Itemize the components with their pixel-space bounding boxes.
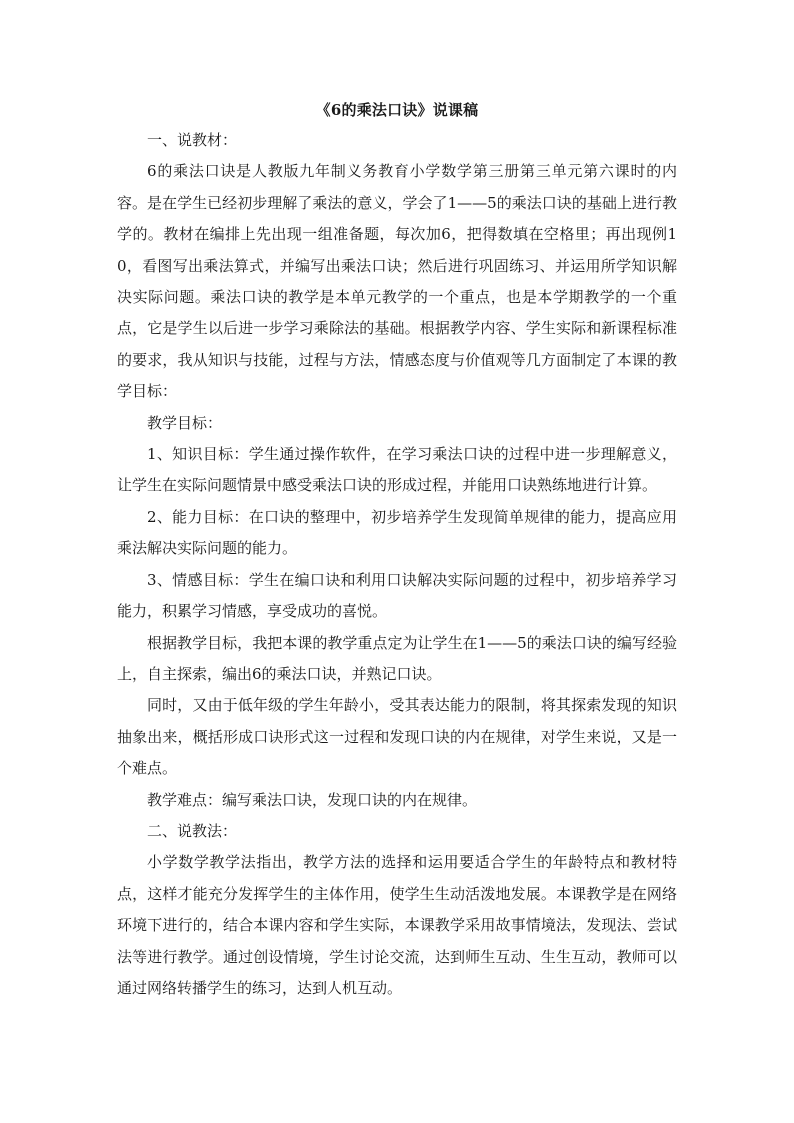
paragraph-difficulty-reason: 同时，又由于低年级的学生年龄小，受其表达能力的限制，将其探索发现的知识抽象出来，概括形成口诀形式这一过程和发现口诀的内在规律，对学生来说，又是一个难点。 — [117, 696, 677, 778]
document-title: 《6的乘法口诀》说课稿 — [315, 101, 479, 119]
paragraph-textbook-description: 6的乘法口诀是人教版九年制义务教育小学数学第三册第三单元第六课时的内容。是在学生已经初步理解了乘法的意义，学会了1——5的乘法口诀的基础上进行教学的。教材在编排上先出现一组准备题，每次加6，把得数填在空格里；再出现例10，看图写出乘法算式，并编写出乘法口诀；然后进行巩固练习、并运用所学知识解决实际问题。乘法口诀的教学是本单元教学的一个重点，也是本学期教学的一个重点，它是学生以后进一步学习乘除法的基础。根据教学内容、学生实际和新课程标准的要求，我从知识与技能，过程与方法，情感态度与价值观等几方面制定了本课的教学目标： — [117, 162, 677, 401]
section-heading-textbook: 一、说教材： — [147, 131, 238, 149]
paragraph-teaching-method: 小学数学教学法指出，教学方法的选择和运用要适合学生的年龄特点和教材特点，这样才能充分发挥学生的主体作用，使学生生动活泼地发展。本课教学是在网络环境下进行的，结合本课内容和学生实际，本课教学采用故事情境法，发现法、尝试法等进行教学。通过创设情境，学生讨论交流，达到师生互动、生生互动，教师可以通过网络转播学生的练习，达到人机互动。 — [117, 853, 677, 997]
objective-emotion: 3、情感目标：学生在编口诀和利用口诀解决实际问题的过程中，初步培养学习能力，积累学习情感，享受成功的喜悦。 — [117, 570, 677, 621]
paragraph-teaching-difficulty: 教学难点：编写乘法口诀，发现口诀的内在规律。 — [147, 790, 478, 809]
objective-knowledge: 1、知识目标：学生通过操作软件，在学习乘法口诀的过程中进一步理解意义，让学生在实际问题情景中感受乘法口诀的形成过程，并能用口诀熟练地进行计算。 — [117, 445, 677, 495]
teaching-objectives-heading: 教学目标： — [147, 413, 223, 432]
document-body — [117, 96, 677, 1004]
section-heading-teaching-method: 二、说教法： — [147, 821, 238, 840]
objective-ability: 2、能力目标：在口诀的整理中，初步培养学生发现简单规律的能力，提高应用乘法解决实际问题的能力。 — [117, 507, 677, 558]
paragraph-teaching-focus: 根据教学目标，我把本课的教学重点定为让学生在1——5的乘法口诀的编写经验上，自主探索，编出6的乘法口诀，并熟记口诀。 — [117, 633, 677, 683]
